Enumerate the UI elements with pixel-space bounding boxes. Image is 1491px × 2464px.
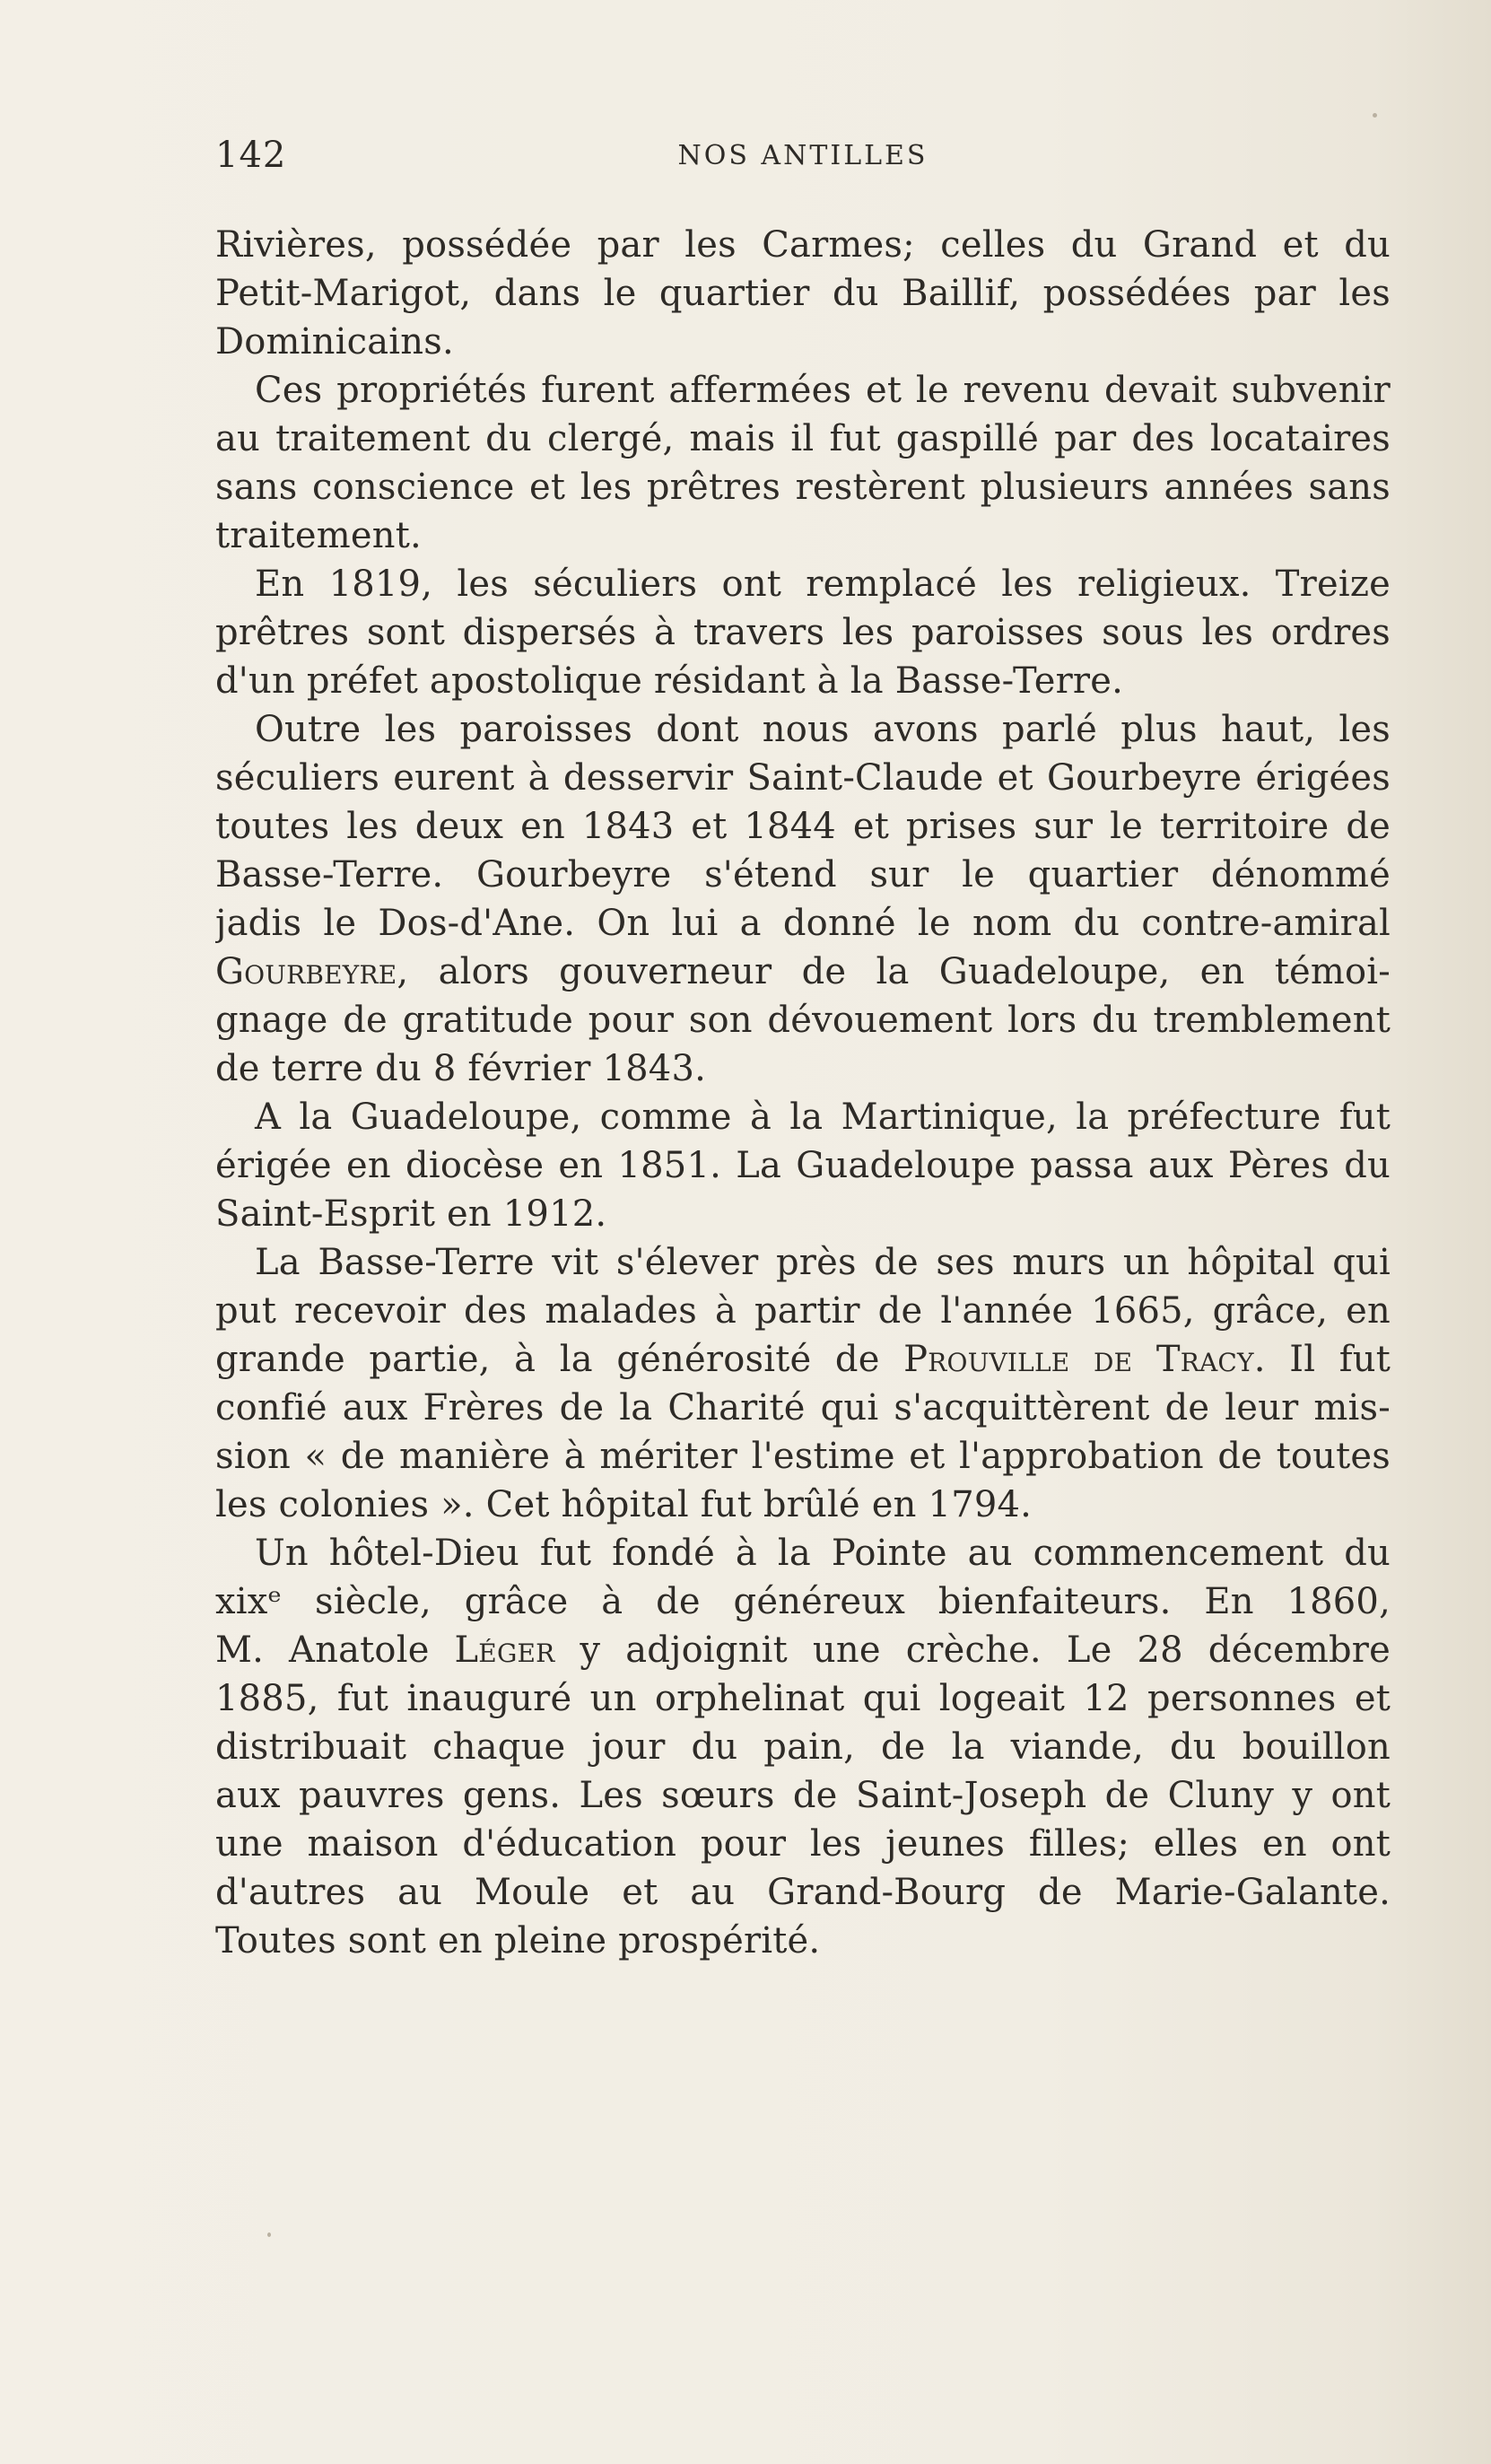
text-line: confié aux Frères de la Charité qui s'acquittèrent de leur mis- xyxy=(215,1387,1391,1429)
text-line: au traitement du clergé, mais il fut gaspillé par des locataires xyxy=(215,418,1391,459)
text-line: Saint-Esprit en 1912. xyxy=(215,1193,607,1235)
text-line: distribuait chaque jour du pain, de la viande, du bouillon xyxy=(215,1726,1391,1768)
running-title: NOS ANTILLES xyxy=(677,140,929,171)
page-header xyxy=(215,135,1391,188)
small-caps-name: Prouville de Tracy xyxy=(903,1339,1254,1380)
text-line: toutes les deux en 1843 et 1844 et prises sur le territoire de xyxy=(215,806,1391,847)
text-line: Toutes sont en pleine prospérité. xyxy=(215,1920,821,1962)
text-line: M. Anatole Léger y adjoignit une crèche. Le 28 décembre xyxy=(215,1630,1391,1671)
paper-speck xyxy=(267,2232,271,2237)
text-line: 1885, fut inauguré un orphelinat qui logeait 12 personnes et xyxy=(215,1678,1391,1719)
text-line: d'un préfet apostolique résidant à la Basse-Terre. xyxy=(215,660,1124,702)
text-line: grande partie, à la générosité de Prouville de Tracy. Il fut xyxy=(215,1339,1391,1380)
text-line: En 1819, les séculiers ont remplacé les religieux. Treize xyxy=(255,564,1391,605)
text-line: traitement. xyxy=(215,515,422,556)
text-line: séculiers eurent à desservir Saint-Claude et Gourbeyre érigées xyxy=(215,757,1391,799)
small-caps-name: Gourbeyre, xyxy=(215,951,409,992)
text-line: Ces propriétés furent affermées et le revenu devait subvenir xyxy=(255,370,1391,411)
text-line: Rivières, possédée par les Carmes; celles du Grand et du xyxy=(215,224,1391,266)
text-line: Gourbeyre, alors gouverneur de la Guadeloupe, en témoi- xyxy=(215,951,1391,992)
text-line: prêtres sont dispersés à travers les paroisses sous les ordres xyxy=(215,612,1391,653)
page-number: 142 xyxy=(215,135,287,176)
text-line: une maison d'éducation pour les jeunes filles; elles en ont xyxy=(215,1823,1391,1865)
text-line: Basse-Terre. Gourbeyre s'étend sur le quartier dénommé xyxy=(215,854,1391,896)
text-line: d'autres au Moule et au Grand-Bourg de Marie-Galante. xyxy=(215,1872,1391,1913)
text-line: A la Guadeloupe, comme à la Martinique, la préfecture fut xyxy=(255,1097,1391,1138)
text-line: aux pauvres gens. Les sœurs de Saint-Joseph de Cluny y ont xyxy=(215,1775,1391,1816)
paper-speck xyxy=(1373,113,1377,118)
body-text xyxy=(215,221,1391,1965)
text-line: put recevoir des malades à partir de l'année 1665, grâce, en xyxy=(215,1290,1391,1332)
text-line: sans conscience et les prêtres restèrent plusieurs années sans xyxy=(215,467,1391,508)
text-line: Un hôtel-Dieu fut fondé à la Pointe au commencement du xyxy=(255,1533,1391,1574)
text-line: de terre du 8 février 1843. xyxy=(215,1048,707,1089)
text-line: xixᵉ siècle, grâce à de généreux bienfaiteurs. En 1860, xyxy=(215,1581,1391,1622)
text-line: érigée en diocèse en 1851. La Guadeloupe passa aux Pères du xyxy=(215,1145,1391,1186)
text-line: les colonies ». Cet hôpital fut brûlé en 1794. xyxy=(215,1484,1033,1525)
text-line: gnage de gratitude pour son dévouement lors du tremblement xyxy=(215,1000,1391,1041)
text-line: Petit-Marigot, dans le quartier du Baillif, possédées par les xyxy=(215,273,1391,314)
text-line: Dominicains. xyxy=(215,321,454,363)
text-line: jadis le Dos-d'Ane. On lui a donné le nom du contre-amiral xyxy=(215,903,1391,944)
small-caps-name: Léger xyxy=(454,1630,555,1671)
text-line: La Basse-Terre vit s'élever près de ses murs un hôpital qui xyxy=(255,1242,1391,1283)
text-line: Outre les paroisses dont nous avons parlé plus haut, les xyxy=(255,709,1391,750)
text-line: sion « de manière à mériter l'estime et l'approbation de toutes xyxy=(215,1436,1391,1477)
